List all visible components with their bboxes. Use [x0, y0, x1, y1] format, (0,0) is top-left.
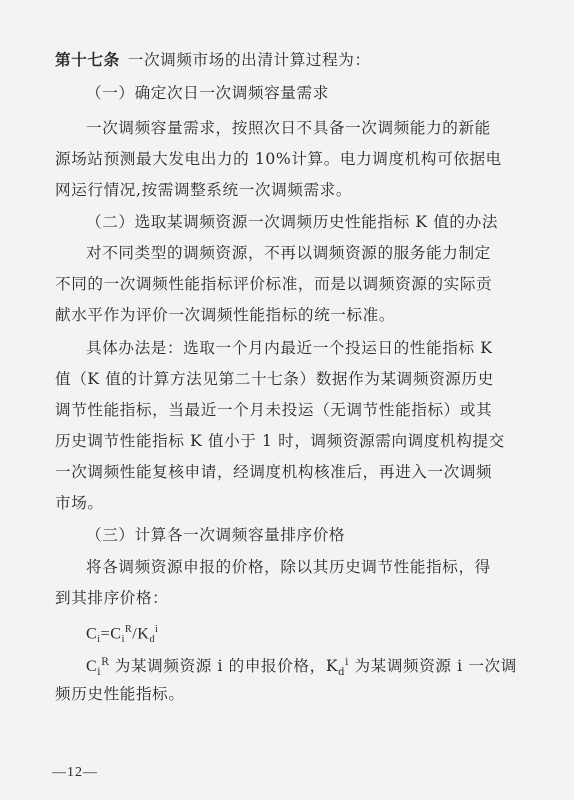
paragraph-line: 一次调频性能复核申请，经调度机构核准后，再进入一次调频: [55, 463, 493, 481]
formula-definition: $C_i^R$ 为某调频资源 i 的申报价格，$K_d^i$ 为某调频资源 i 一次调: [86, 657, 517, 679]
article-intro: 一次调频市场的出清计算过程为：: [127, 51, 371, 69]
paragraph-line: 网运行情况,按需调整系统一次调频需求。: [55, 181, 353, 199]
section-heading-1: （一）确定次日一次调频容量需求: [86, 84, 329, 102]
paragraph-line: 到其排序价格：: [55, 589, 169, 607]
page-number: —12—: [52, 765, 98, 780]
paragraph-line: 频历史性能指标。: [55, 685, 185, 703]
article-heading: [55, 48, 371, 72]
paragraph-line: 市场。: [55, 494, 104, 512]
section-heading-2: （二）选取某调频资源一次调频历史性能指标 K 值的办法: [86, 213, 499, 231]
paragraph-line: 历史调节性能指标 K 值小于 1 时，调频资源需向调度机构提交: [55, 432, 505, 450]
formula: $C_i=C_i^R/K_d^i$: [86, 624, 159, 646]
paragraph-line: 值（K 值的计算方法见第二十七条）数据作为某调频资源历史: [55, 370, 494, 388]
paragraph-line: 献水平作为评价一次调频性能指标的统一标准。: [55, 306, 396, 324]
paragraph-line: 将各调频资源申报的价格，除以其历史调节性能指标，得: [86, 558, 491, 576]
paragraph-line: 具体办法是：选取一个月内最近一个投运日的性能指标 K: [86, 339, 493, 357]
paragraph-line: 源场站预测最大发电出力的 10%计算。电力调度机构可依据电: [55, 150, 502, 168]
paragraph-line: 对不同类型的调频资源，不再以调频资源的服务能力制定: [86, 244, 491, 262]
article-number: 第十七条: [55, 50, 120, 69]
section-heading-3: （三）计算各一次调频容量排序价格: [86, 526, 346, 544]
paragraph-line: 一次调频容量需求，按照次日不具备一次调频能力的新能: [86, 119, 491, 137]
paragraph-line: 不同的一次调频性能指标评价标准，而是以调频资源的实际贡: [55, 275, 493, 293]
paragraph-line: 调节性能指标，当最近一个月未投运（无调节性能指标）或其: [55, 401, 493, 419]
